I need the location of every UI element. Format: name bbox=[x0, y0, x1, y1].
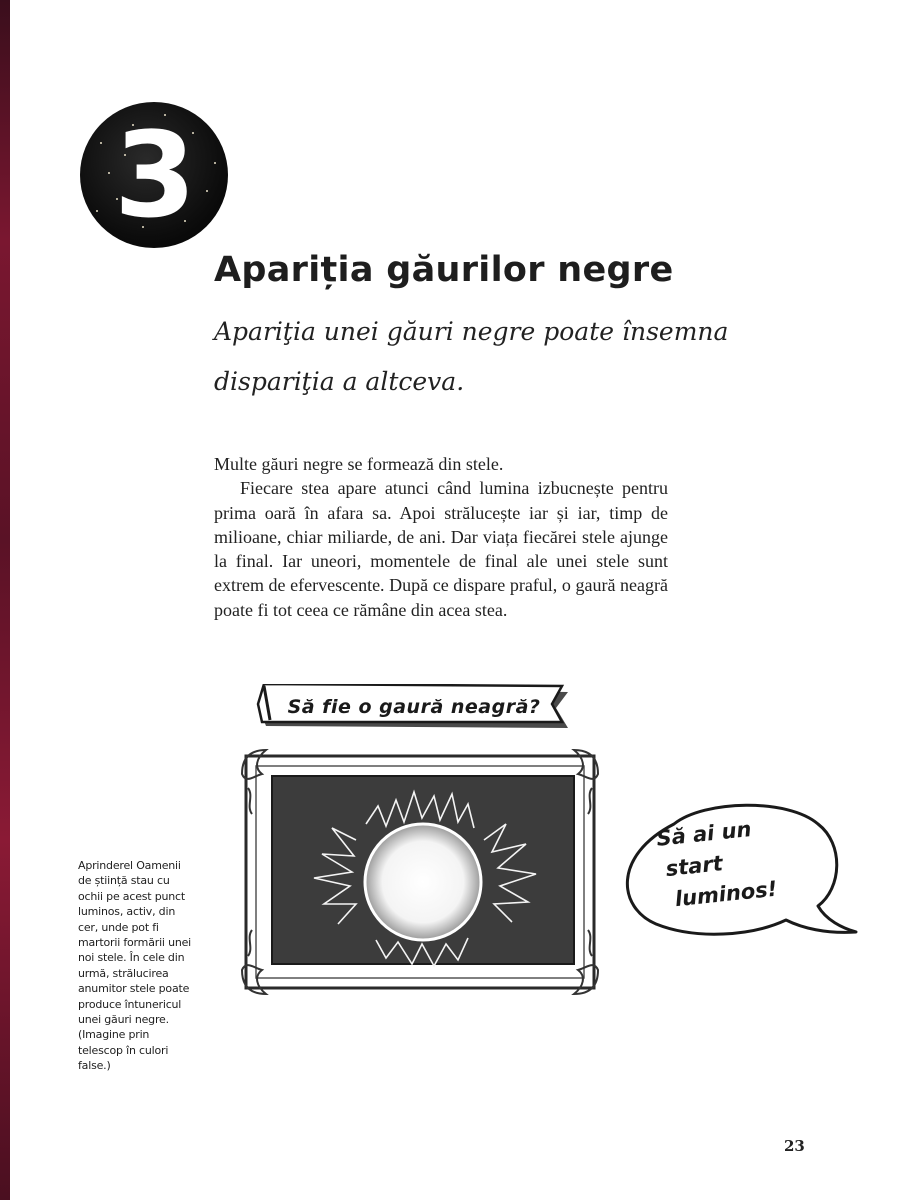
speech-line-1: Să ai un bbox=[655, 817, 753, 851]
image-caption: Aprinderel Oamenii de știință stau cu ochii pe acest punct luminos, activ, din cer, unde pot fi martorii formării unei noi stele. În cele din urmă, strălucirea anumitor stele poate produce întunericul unei găuri negre. (Imagine prin telescop în culori false.) bbox=[78, 859, 192, 1073]
illustration-banner bbox=[256, 684, 572, 734]
chapter-number-badge bbox=[80, 102, 228, 248]
speech-bubble-text bbox=[655, 809, 804, 916]
speech-line-3: luminos! bbox=[673, 876, 779, 912]
chapter-title: Apariția găurilor negre bbox=[214, 250, 674, 290]
chapter-number: 3 bbox=[113, 106, 195, 244]
banner-text: Să fie o gaură neagră? bbox=[287, 696, 541, 718]
page-number: 23 bbox=[784, 1137, 805, 1155]
body-paragraph-2: Fiecare stea apare atunci când lumina izbucnește pentru prima oară în afara sa. Apoi strălucește iar și iar, timp de milioane, chiar miliarde, de ani. Dar viața fiecărei stele ajunge la final. Iar uneori, momentele de final ale unei stele sunt extrem de efervescente. După ce dispare praful, o gaură neagră poate fi tot ceea ce rămâne din acea stea. bbox=[214, 478, 668, 620]
speech-line-2: start bbox=[664, 851, 724, 882]
chapter-subtitle: Apariţia unei găuri negre poate însemna dispariţia a altceva. bbox=[214, 317, 729, 396]
star-illustration-frame bbox=[236, 744, 604, 1000]
body-text bbox=[214, 452, 668, 622]
body-paragraph-1: Multe găuri negre se formează din stele. bbox=[214, 454, 504, 474]
page-edge-decoration bbox=[0, 0, 10, 1200]
